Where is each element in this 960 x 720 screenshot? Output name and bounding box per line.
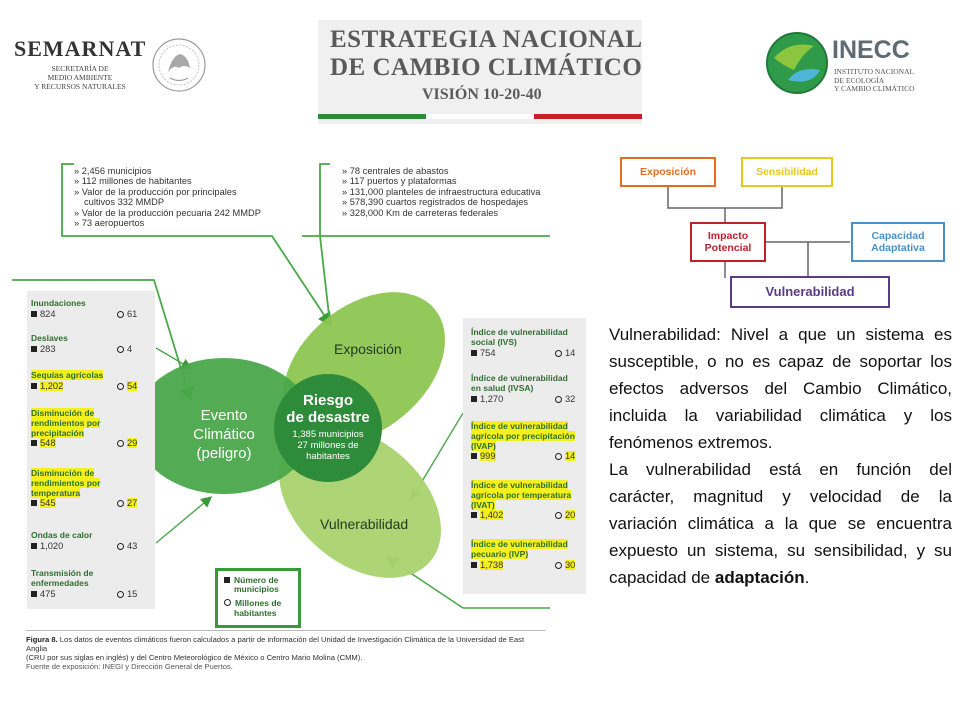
index-item: Índice de vulnerabilidad en salud (IVSA) 1,270 32 bbox=[471, 373, 576, 404]
hazards-panel bbox=[27, 291, 155, 609]
semarnat-logo bbox=[8, 28, 208, 102]
description-paragraph-1: Vulnerabilidad: Nivel a que un sistema es susceptible, o no es capaz de soportar los efectos adversos del Cambio Climático, incluida la variabilidad climática y los fenómenos extremos. bbox=[609, 325, 952, 452]
potential-impact-box: Impacto Potencial bbox=[690, 222, 766, 262]
index-item: Índice de vulnerabilidad social (IVS) 754 14 bbox=[471, 327, 576, 358]
description-paragraph-2: La vulnerabilidad está en función del carácter, magnitud y velocidad de la variación climática a la que se encuentra expuesto un sistema, su sensibilidad, y su capacidad de adaptación. bbox=[609, 460, 952, 587]
petal-label-vulnerabilidad: Vulnerabilidad bbox=[320, 516, 409, 532]
right-bullet: » 578,390 cuartos registrados de hospedajes bbox=[342, 197, 529, 208]
flag-stripe-red bbox=[534, 114, 642, 119]
inecc-sub-2: DE ECOLOGÍA bbox=[834, 75, 885, 85]
figure-legend: Número de municipios Millones de habitantes bbox=[215, 568, 301, 628]
hazard-item: Sequías agrícolas 1,202 54 bbox=[31, 370, 138, 391]
habitantes-legend-icon bbox=[224, 599, 231, 606]
municipios-legend-icon bbox=[224, 577, 230, 583]
inecc-subtitle bbox=[834, 68, 915, 94]
index-item: Índice de vulnerabilidad agrícola por precipitación (IVAP) 999 14 bbox=[471, 421, 576, 462]
left-bullet: » Valor de la producción por principales bbox=[74, 186, 237, 197]
habitantes-icon bbox=[117, 311, 124, 318]
index-item: Índice de vulnerabilidad pecuario (IVP) 1,738 30 bbox=[471, 539, 576, 570]
left-bullet: » 73 aeropuertos bbox=[74, 218, 145, 229]
flag-stripe-green bbox=[318, 114, 426, 119]
municipios-icon bbox=[31, 311, 37, 317]
hazard-item: Transmisión de enfermedades 475 15 bbox=[31, 568, 138, 599]
banner-title-line-2: DE CAMBIO CLIMÁTICO bbox=[330, 54, 643, 81]
exposure-left-list bbox=[74, 166, 261, 228]
right-bullet: » 131,000 planteles de infraestructura educativa bbox=[342, 186, 541, 197]
risk-center-label: Riesgo de desastre 1,385 municipios 27 millones de habitantes bbox=[286, 392, 370, 462]
hazard-item: Disminución de rendimientos por precipitación 548 29 bbox=[31, 408, 138, 449]
banner-title-line-1: ESTRATEGIA NACIONAL bbox=[330, 26, 643, 53]
semarnat-title: SEMARNAT bbox=[14, 36, 147, 61]
caption-divider bbox=[26, 630, 546, 631]
left-bullet: cultivos 332 MMDP bbox=[84, 197, 165, 208]
hazard-item: Deslaves 283 4 bbox=[31, 333, 133, 354]
hazard-item: Ondas de calor 1,020 43 bbox=[31, 530, 138, 551]
semarnat-sub-2: MEDIO AMBIENTE bbox=[47, 73, 113, 82]
connector-right-top-a bbox=[320, 164, 330, 324]
vulnerability-description bbox=[609, 321, 952, 591]
inecc-title: INECC bbox=[832, 36, 910, 64]
right-bullet: » 117 puertos y plataformas bbox=[342, 176, 457, 187]
banner-vision: VISIÓN 10-20-40 bbox=[422, 86, 542, 103]
inecc-sub-3: Y CAMBIO CLIMÁTICO bbox=[834, 84, 915, 93]
petal-label-evento: Evento Climático (peligro) bbox=[193, 407, 255, 462]
right-bullet: » 328,000 Km de carreteras federales bbox=[342, 207, 499, 218]
indices-panel bbox=[463, 318, 586, 594]
flag-stripe-white bbox=[426, 114, 534, 119]
risk-figure bbox=[12, 148, 576, 676]
hazard-item: Inundaciones 824 61 bbox=[31, 298, 138, 319]
left-bullet: » 2,456 municipios bbox=[74, 166, 152, 176]
inecc-sub-1: INSTITUTO NACIONAL bbox=[834, 67, 915, 76]
strategy-banner bbox=[318, 20, 642, 124]
index-item: Índice de vulnerabilidad agrícola por temperatura (IVAT) 1,402 20 bbox=[471, 480, 576, 521]
inecc-globe-icon bbox=[764, 30, 830, 96]
hazard-item: Disminución de rendimientos por temperatura 545 27 bbox=[31, 468, 138, 509]
exposure-box: Exposición bbox=[620, 157, 716, 187]
left-bullet: » 112 millones de habitantes bbox=[74, 176, 192, 187]
right-bullet: » 78 centrales de abastos bbox=[342, 166, 449, 176]
sensitivity-box: Sensibilidad bbox=[741, 157, 833, 187]
left-bullet: » Valor de la producción pecuaria 242 MMDP bbox=[74, 207, 261, 218]
exposure-right-list bbox=[342, 166, 540, 218]
figure-caption: Figura 8. Los datos de eventos climáticos fueron calculados a partir de información del Unidad de Investigación Climática de la Universidad de East Anglia (CRU por sus siglas en inglés) y del Centro Meteorológico de México o Centro Mario Molina (CMM). Fuente de exposición: INEGI y Dirección General de Puertos. bbox=[26, 635, 525, 671]
petal-label-exposicion: Exposición bbox=[334, 341, 402, 357]
mexico-seal-icon bbox=[150, 34, 208, 96]
inecc-logo bbox=[764, 30, 940, 100]
adaptive-capacity-box: Capacidad Adaptativa bbox=[851, 222, 945, 262]
semarnat-sub-3: Y RECURSOS NATURALES bbox=[34, 82, 126, 91]
semarnat-sub-1: SECRETARÍA DE bbox=[51, 64, 109, 73]
vulnerability-box: Vulnerabilidad bbox=[730, 276, 890, 308]
